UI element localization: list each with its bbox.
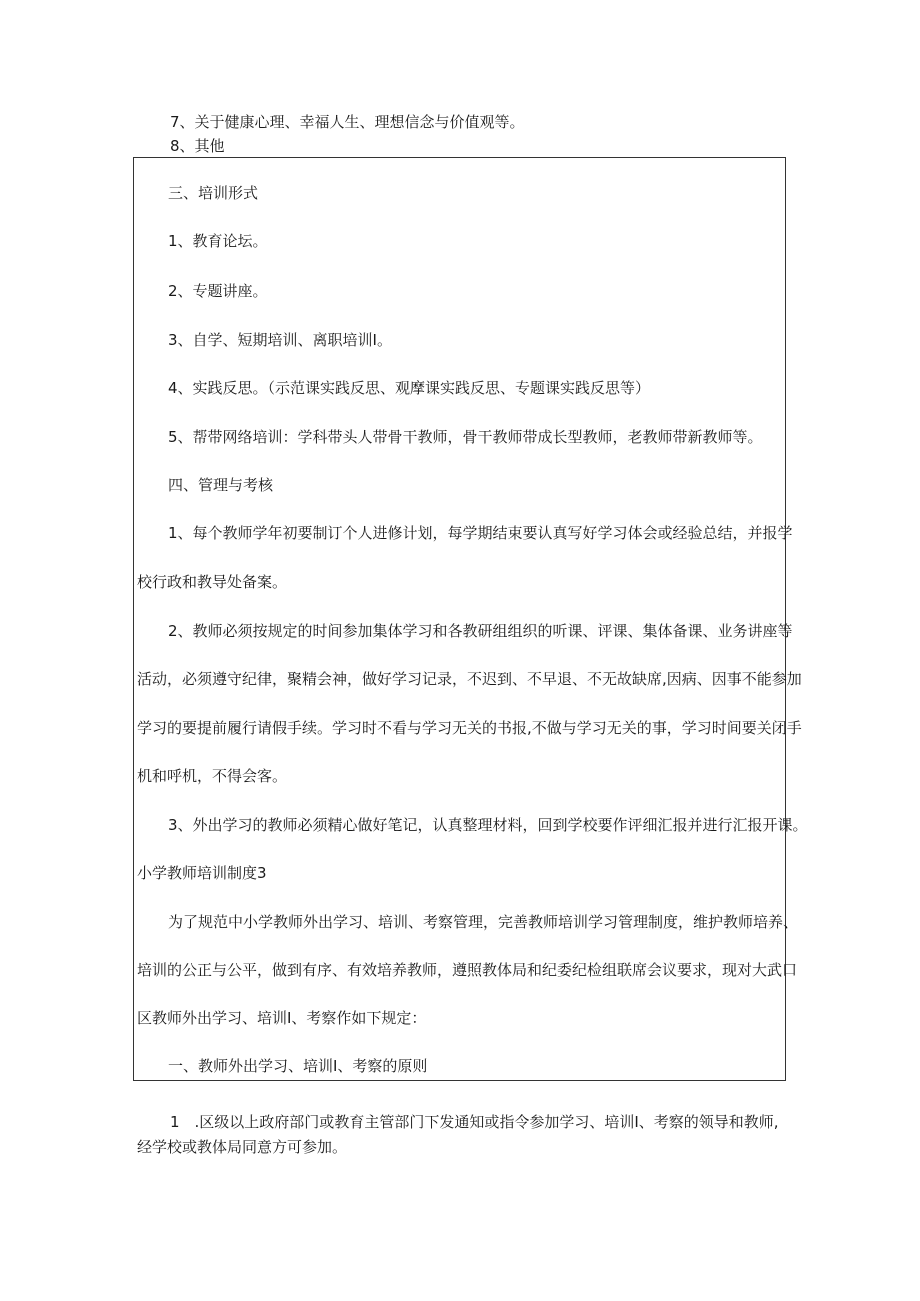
list-item-7: 7、关于健康心理、幸福人生、理想信念与价值观等。 [170,113,525,131]
section-heading-management: 四、管理与考核 [168,476,274,494]
form-item-3: 3、自学、短期培训、离职培训I。 [168,331,392,349]
section-heading-training-forms: 三、培训形式 [168,184,259,202]
intro-line-3: 区教师外出学习、培训I、考察作如下规定： [137,1009,427,1027]
form-item-5: 5、帮带网络培训：学科带头人带骨干教师，骨干教师带成长型教师，老教师带新教师等。 [168,428,763,446]
mgmt-item-2-line-3: 学习的要提前履行请假手续。学习时不看与学习无关的书报,不做与学习无关的事，学习时间要关闭手 [137,719,802,737]
form-item-1: 1、教育论坛。 [168,232,268,250]
section-heading-principles: 一、教师外出学习、培训I、考察的原则 [168,1057,428,1075]
mgmt-item-1-line-2: 校行政和教导处备案。 [137,573,288,591]
rule-item-1-line-1: 1 .区级以上政府部门或教育主管部门下发通知或指令参加学习、培训I、考察的领导和教师, [170,1113,779,1131]
mgmt-item-3: 3、外出学习的教师必须精心做好笔记，认真整理材料，回到学校要作评细汇报并进行汇报开课。 [168,816,808,834]
form-item-4: 4、实践反思。（示范课实践反思、观摩课实践反思、专题课实践反思等） [168,379,651,397]
mgmt-item-2-line-2: 活动，必须遵守纪律，聚精会神，做好学习记录，不迟到、不早退、不无故缺席,因病、因事不能参加 [137,670,802,688]
mgmt-item-1-line-1: 1、每个教师学年初要制订个人进修计划，每学期结束要认真写好学习体会或经验总结，并报学 [168,524,793,542]
list-item-8: 8、其他 [170,137,225,155]
rule-item-1-line-2: 经学校或教体局同意方可参加。 [137,1138,348,1156]
mgmt-item-2-line-1: 2、教师必须按规定的时间参加集体学习和各教研组组织的听课、评课、集体备课、业务讲座等 [168,622,793,640]
intro-line-1: 为了规范中小学教师外出学习、培训、考察管理，完善教师培训学习管理制度，维护教师培养、 [168,913,799,931]
doc-title: 小学教师培训制度3 [137,864,267,882]
mgmt-item-2-line-4: 机和呼机，不得会客。 [137,767,288,785]
intro-line-2: 培训的公正与公平，做到有序、有效培养教师，遵照教体局和纪委纪检组联席会议要求，现对大武口 [137,961,798,979]
form-item-2: 2、专题讲座。 [168,282,268,300]
